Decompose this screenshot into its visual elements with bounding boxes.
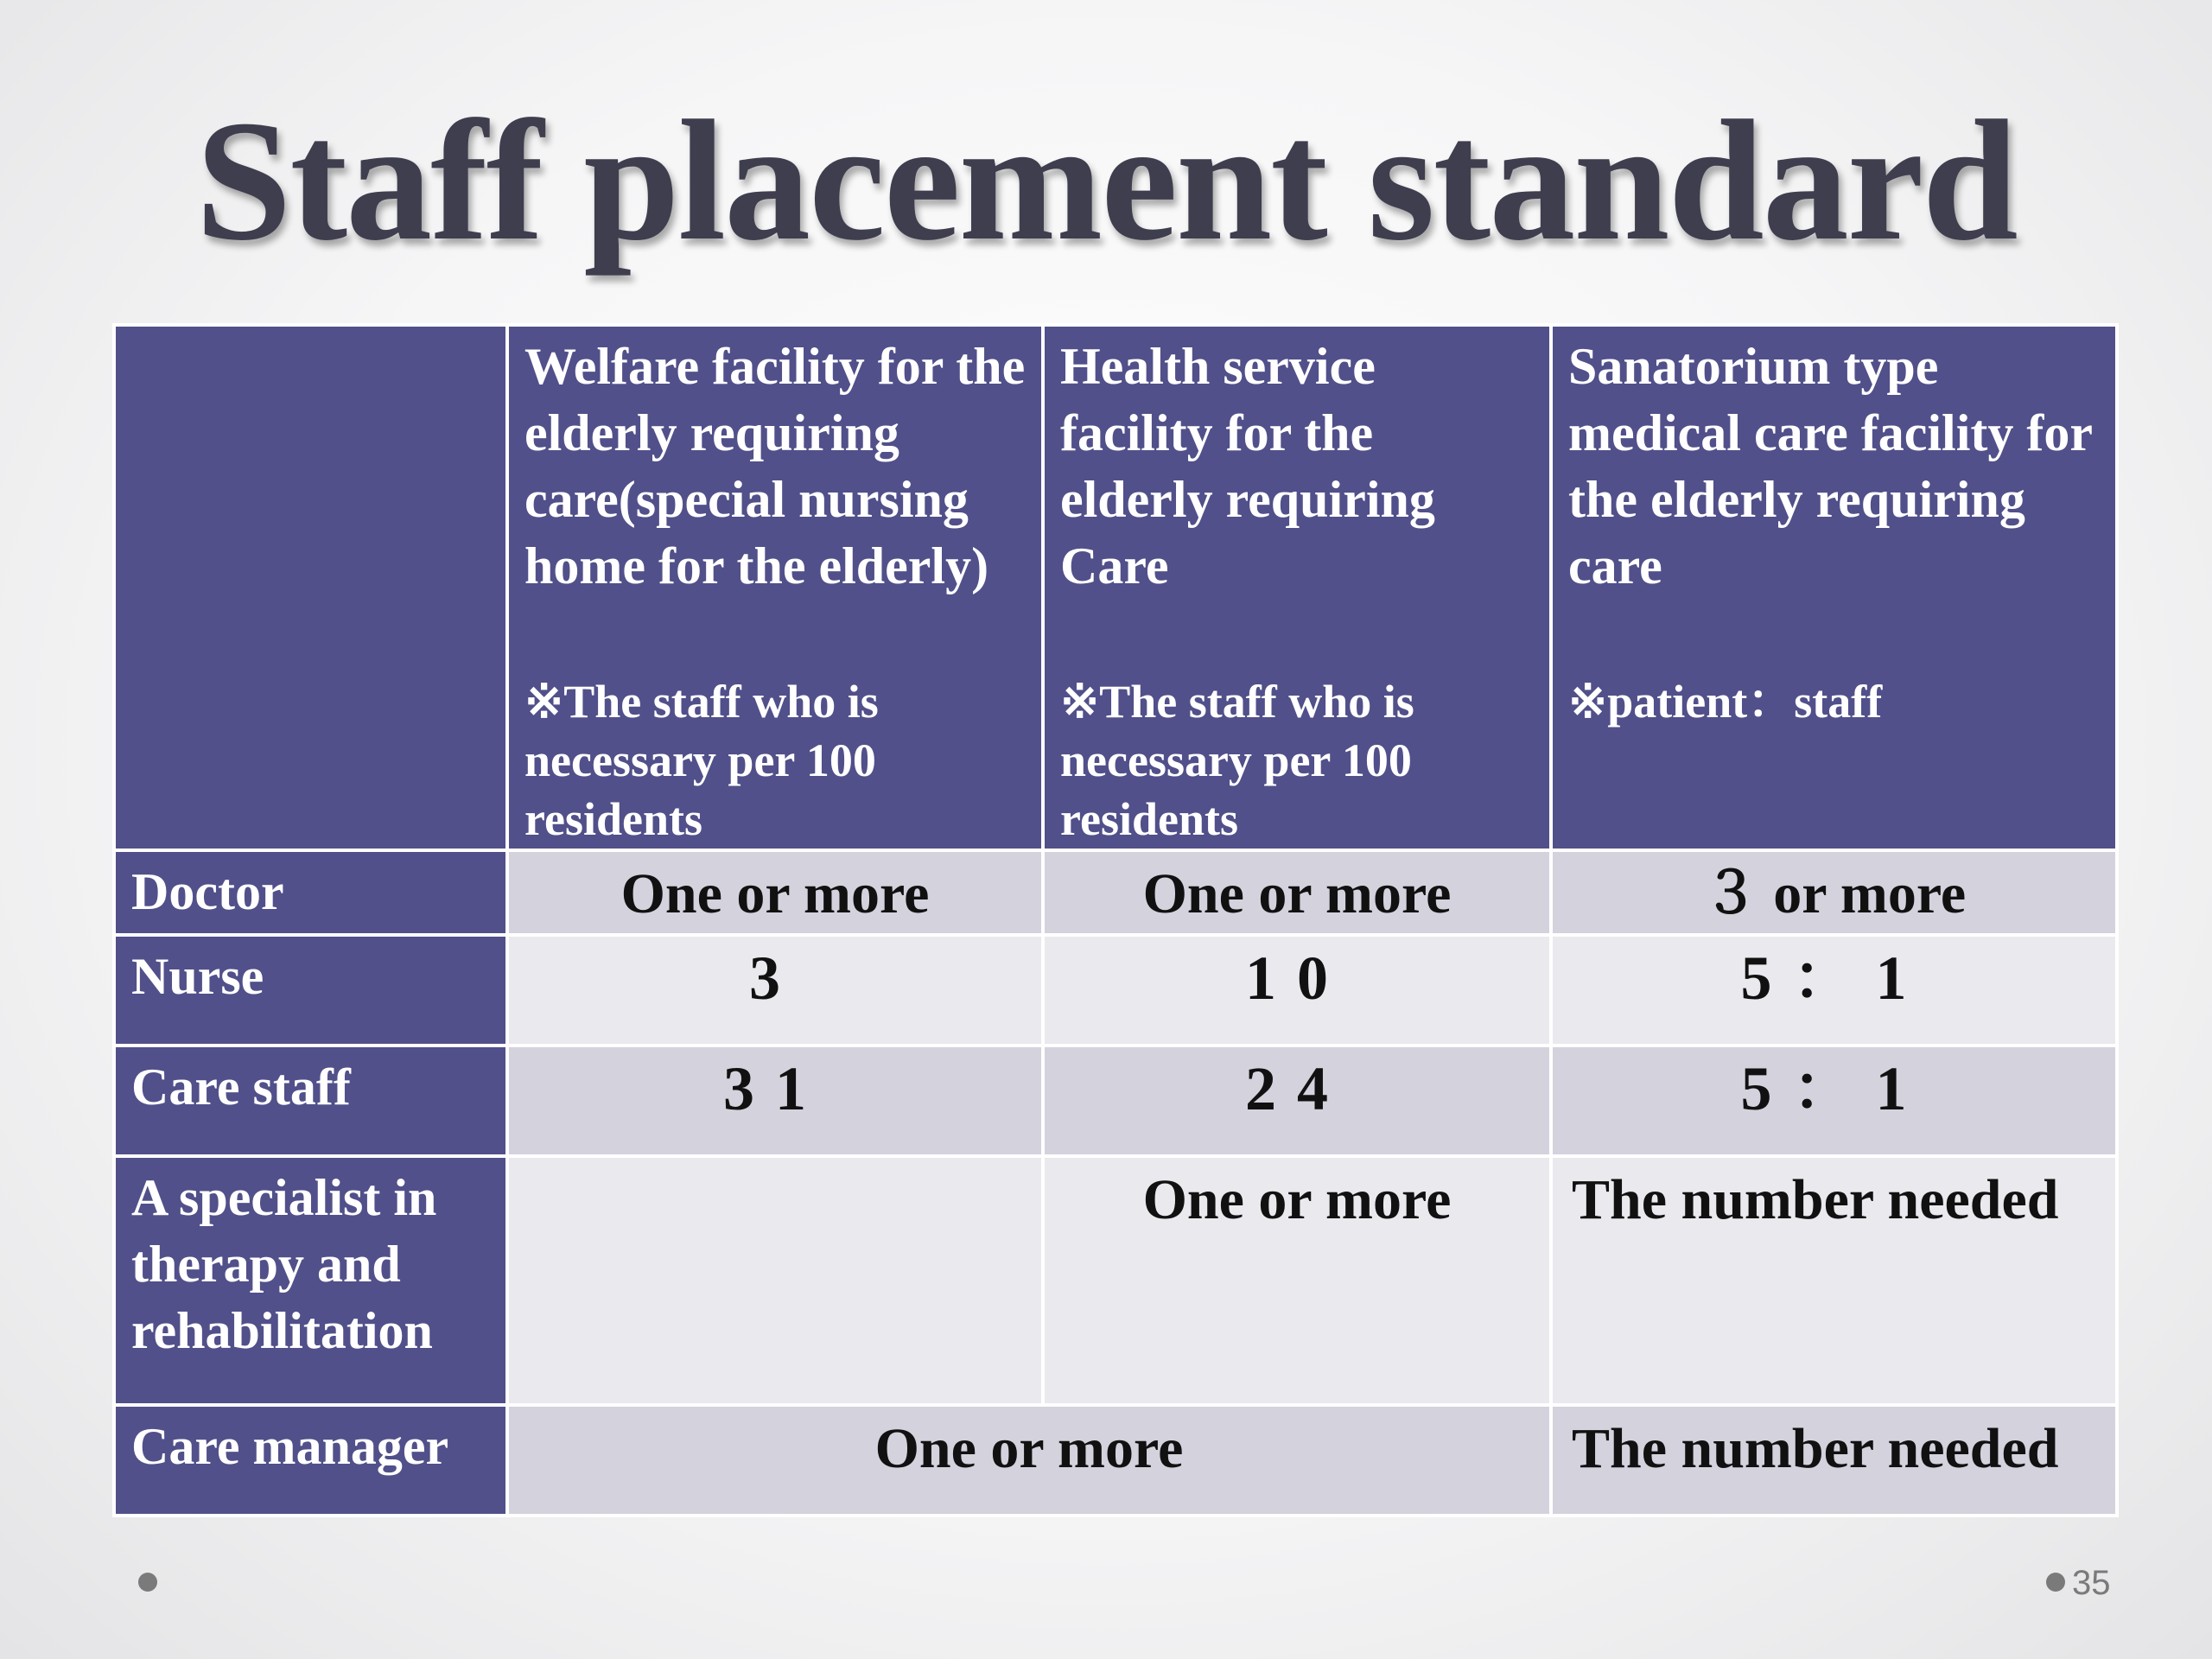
table-cell: One or more <box>1043 1156 1551 1405</box>
footer-left-bullet-icon <box>138 1573 157 1592</box>
column-header-note: ※patient：staff <box>1568 676 1883 728</box>
column-header-note: ※The staff who is necessary per 100 residents <box>1060 676 1414 845</box>
footer-right-bullet-icon <box>2046 1573 2065 1592</box>
table-row-care-staff <box>114 1046 2117 1156</box>
column-header-health-service-facility <box>1043 325 1551 850</box>
row-label: A specialist in therapy and rehabilitation <box>114 1156 507 1405</box>
column-header-text: Welfare facility for the elderly requiring care(special nursing home for the elderly) <box>524 338 1026 594</box>
row-label: Care manager <box>114 1405 507 1516</box>
table-cell: 10 <box>1043 935 1551 1046</box>
table-cell: ３ or more <box>1551 850 2117 935</box>
table-cell-merged: One or more <box>507 1405 1551 1516</box>
slide-title: Staff placement standard <box>195 86 2017 276</box>
header-row <box>114 325 2117 850</box>
page-number: 35 <box>2072 1564 2111 1602</box>
table-cell: 31 <box>507 1046 1043 1156</box>
table-cell-empty <box>507 1156 1043 1405</box>
table-cell: 3 <box>507 935 1043 1046</box>
table-cell: The number needed <box>1551 1156 2117 1405</box>
table-row-doctor <box>114 850 2117 935</box>
row-label: Nurse <box>114 935 507 1046</box>
column-header-text: Sanatorium type medical care facility for the elderly requiring care <box>1568 338 2092 594</box>
table-row-care-manager <box>114 1405 2117 1516</box>
table-cell: The number needed <box>1551 1405 2117 1516</box>
table-cell: One or more <box>507 850 1043 935</box>
column-header-note: ※The staff who is necessary per 100 residents <box>524 676 879 845</box>
staff-placement-table <box>112 323 2119 1517</box>
column-header-welfare-facility <box>507 325 1043 850</box>
table-row-nurse <box>114 935 2117 1046</box>
column-header-sanatorium-facility <box>1551 325 2117 850</box>
table-corner-cell <box>114 325 507 850</box>
row-label: Care staff <box>114 1046 507 1156</box>
table-cell: 5：1 <box>1551 935 2117 1046</box>
table-cell: 24 <box>1043 1046 1551 1156</box>
row-label: Doctor <box>114 850 507 935</box>
table-row-therapy-specialist <box>114 1156 2117 1405</box>
table-cell: One or more <box>1043 850 1551 935</box>
table-cell: 5：1 <box>1551 1046 2117 1156</box>
column-header-text: Health service facility for the elderly requiring Care <box>1060 338 1435 594</box>
